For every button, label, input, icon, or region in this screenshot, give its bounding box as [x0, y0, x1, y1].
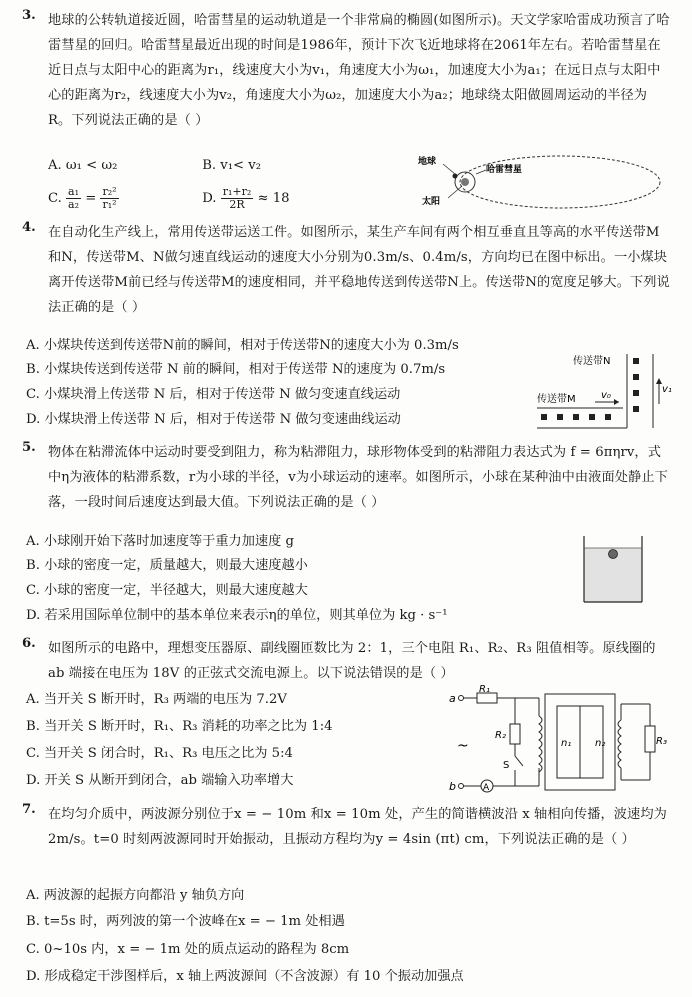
- question-5: [22, 440, 670, 515]
- switch-s-label: S: [503, 760, 510, 771]
- fraction: [221, 186, 254, 211]
- transformer-circuit-figure: [445, 686, 670, 798]
- frac-den: a₂: [68, 198, 79, 211]
- frac-num: r₁+r₂: [222, 185, 252, 198]
- question-stem: 地球的公转轨道接近圆，哈雷彗星的运动轨道是一个非常扁的椭圆(如图所示)。天文学家哈雷成功预言了哈雷彗星的回归。哈雷彗星最近出现的时间是1986年，预计下次飞近地球将在2061年左右。若哈雷彗星在近日点与太阳中心的距离为r₁，线速度大小为v₁，角速度大小为ω₁，加速度大小为a₁；在远日点与太阳中心的距离为r₂，线速度大小为v₂，角速度大小为ω₂，加速度大小为a₂；地球绕太阳做圆周运动的半径为R。下列说法正确的是（ ）: [48, 13, 670, 128]
- q3-option-c[interactable]: [48, 184, 198, 214]
- ac-source-icon: ~: [457, 738, 469, 754]
- n1-label: n₁: [561, 738, 572, 749]
- q3-option-c-label: C.: [48, 191, 62, 206]
- fraction: [100, 186, 118, 211]
- question-3: [22, 8, 670, 133]
- q3-option-d[interactable]: [202, 184, 289, 214]
- comet-orbit-figure: [410, 150, 670, 220]
- question-stem: 物体在粘滞流体中运动时要受到阻力，称为粘滞阻力，球形物体受到的粘滞阻力表达式为 f = 6πηrv，式中η为液体的粘滞系数，r为小球的半径，v为小球运动的速率。如图所示，小球在某种油中由液面处静止下落，一段时间后速度达到最大值。下列说法正确的是（ ）: [48, 445, 668, 510]
- question-number: 4.: [22, 220, 36, 235]
- ammeter-label: A: [483, 783, 490, 793]
- q6-option-d[interactable]: D. 开关 S 从断开到闭合，ab 端输入功率增大: [26, 773, 294, 788]
- equals: =: [85, 191, 97, 206]
- q4-option-b[interactable]: B. 小煤块传送到传送带 N 前的瞬间，相对于传送带 N的速度为 0.7m/s: [26, 362, 446, 377]
- q6-option-a[interactable]: A. 当开关 S 断开时，R₃ 两端的电压为 7.2V: [26, 692, 287, 707]
- question-7: [22, 802, 670, 852]
- ball-icon: [609, 550, 618, 559]
- question-stem: 在均匀介质中，两波源分别位于x = − 10m 和x = 10m 处，产生的简谐横波沿 x 轴相向传播，波速均为 2m/s。t=0 时刻两波源同时开始振动，且振动方程均为y = 4sin (πt) cm，下列说法正确的是（ ）: [48, 807, 667, 847]
- q4-option-c[interactable]: C. 小煤块滑上传送带 N 后，相对于传送带 N 做匀变速直线运动: [26, 387, 401, 402]
- n2-label: n₂: [595, 738, 606, 749]
- v1-label: v₁: [662, 384, 672, 395]
- q6-option-c[interactable]: C. 当开关 S 闭合时，R₁、R₃ 电压之比为 5:4: [26, 746, 293, 761]
- question-4: [22, 220, 670, 320]
- q3-options-row2: [48, 184, 290, 214]
- question-number: 5.: [22, 440, 36, 455]
- q7-option-d[interactable]: D. 形成稳定干涉图样后，x 轴上两波源间（不含波源）有 10 个振动加强点: [26, 969, 464, 984]
- q3-option-a[interactable]: A. ω₁ < ω₂: [48, 158, 118, 173]
- frac-den: r₁²: [102, 198, 117, 211]
- q7-option-a[interactable]: A. 两波源的起振方向都沿 y 轴负方向: [26, 888, 245, 903]
- terminal-a-label: a: [449, 692, 456, 705]
- q3-option-b[interactable]: B. v₁< v₂: [202, 158, 261, 173]
- r2-label: R₂: [495, 730, 506, 741]
- belt-n-label: 传送带N: [573, 356, 611, 367]
- r3-label: R₃: [656, 736, 667, 747]
- q3-option-d-label: D.: [202, 191, 217, 206]
- belt-m-label: 传送带M: [537, 394, 576, 405]
- q7-option-c[interactable]: C. 0~10s 内，x = − 1m 处的质点运动的路程为 8cm: [26, 942, 350, 957]
- question-stem: 在自动化生产线上，常用传送带运送工件。如图所示，某生产车间有两个相互垂直且等高的水平传送带M和N，传送带M、N做匀速直线运动的速度大小分别为0.3m/s、0.4m/s，方向均已在图中标出。一小煤块离开传送带M前已经与传送带M的速度相同，并平稳地传送到传送带N上。传送带N的宽度足够大。下列说法正确的是（ ）: [48, 225, 670, 315]
- v0-label: v₀: [601, 390, 611, 401]
- earth-icon: [453, 174, 458, 179]
- q5-option-b[interactable]: B. 小球的密度一定，质量越大，则最大速度越小: [26, 558, 308, 573]
- question-stem: 如图所示的电路中，理想变压器原、副线圈匝数比为 2：1，三个电阻 R₁、R₂、R₃ 阻值相等。原线圈的 ab 端接在电压为 18V 的正弦式交流电源上。以下说法错误的是（ ）: [48, 641, 656, 681]
- oil-beaker-figure: [578, 534, 650, 606]
- q4-option-d[interactable]: D. 小煤块滑上传送带 N 后，相对于传送带 N 做匀变速曲线运动: [26, 412, 401, 427]
- frac-num: r₂²: [102, 185, 117, 198]
- earth-label: 地球: [418, 157, 437, 167]
- fraction: [66, 186, 81, 211]
- sun-label: 太阳: [422, 197, 441, 207]
- question-number: 7.: [22, 802, 36, 817]
- question-number: 3.: [22, 8, 36, 23]
- r1-label: R₁: [479, 684, 490, 695]
- sun-icon: [461, 178, 469, 186]
- q3-options-row1: [48, 156, 261, 176]
- q3-option-d-value: ≈ 18: [257, 191, 290, 206]
- terminal-b-label: b: [449, 780, 456, 793]
- q5-option-c[interactable]: C. 小球的密度一定，半径越大，则最大速度越大: [26, 583, 308, 598]
- comet-orbit: [460, 156, 660, 208]
- frac-num: a₁: [68, 185, 79, 198]
- question-number: 6.: [22, 636, 36, 651]
- q6-option-b[interactable]: B. 当开关 S 断开时，R₁、R₃ 消耗的功率之比为 1:4: [26, 719, 333, 734]
- q4-option-a[interactable]: A. 小煤块传送到传送带N前的瞬间，相对于传送带N的速度大小为 0.3m/s: [26, 338, 459, 353]
- conveyor-belt-figure: [535, 348, 670, 433]
- q5-option-d[interactable]: D. 若采用国际单位制中的基本单位来表示η的单位，则其单位为 kg · s⁻¹: [26, 608, 448, 623]
- question-6: [22, 636, 670, 686]
- q7-option-b[interactable]: B. t=5s 时，两列波的第一个波峰在x = − 1m 处相遇: [26, 914, 345, 929]
- frac-den: 2R: [229, 198, 245, 211]
- q5-option-a[interactable]: A. 小球刚开始下落时加速度等于重力加速度 g: [26, 534, 294, 549]
- comet-label: 哈雷彗星: [486, 165, 523, 175]
